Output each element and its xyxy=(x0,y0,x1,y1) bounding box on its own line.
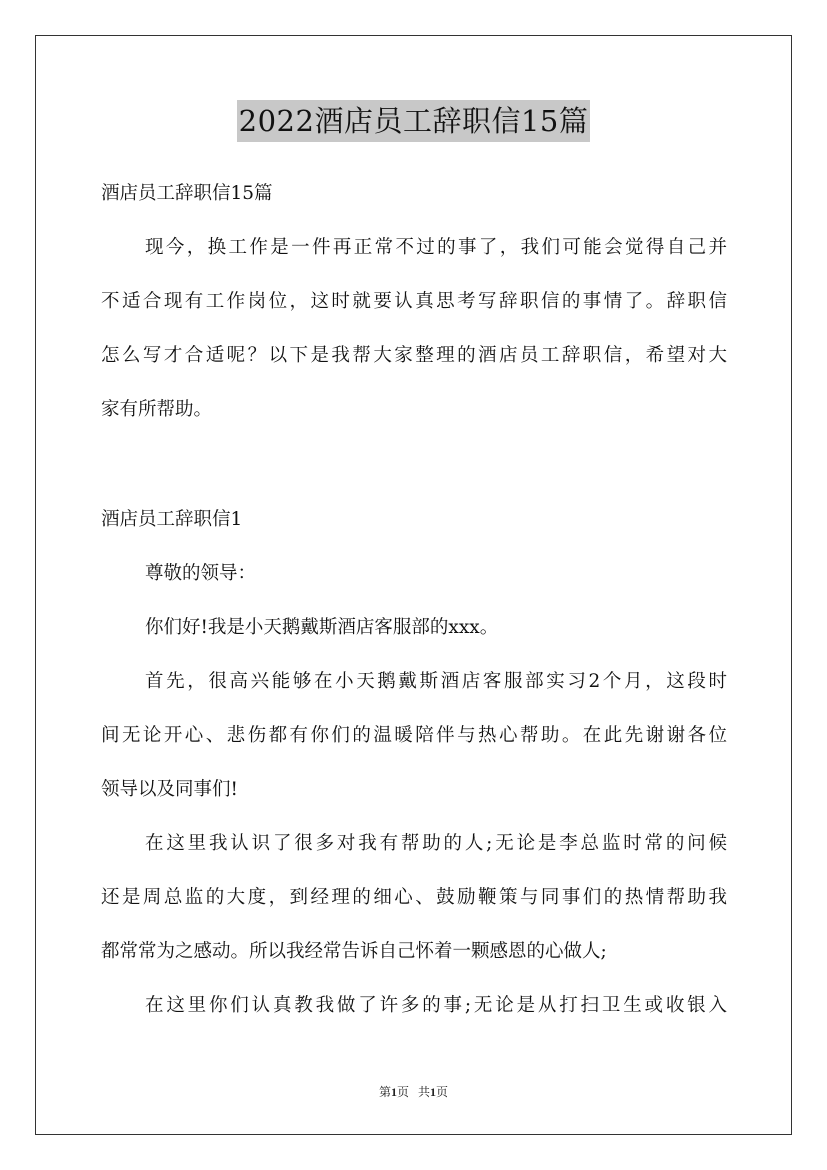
paragraph2-line: 在这里我认识了很多对我有帮助的人;无论是李总监时常的问候 xyxy=(145,833,727,854)
footer-total-number: 1 xyxy=(430,1085,437,1099)
footer-page-number: 1 xyxy=(390,1085,397,1099)
footer-total-suffix: 页 xyxy=(436,1085,449,1099)
paragraph1-line: 领导以及同事们! xyxy=(101,779,238,800)
paragraph1-line: 首先，很高兴能够在小天鹅戴斯酒店客服部实习2个月，这段时 xyxy=(145,671,727,692)
intro-line: 怎么写才合适呢？以下是我帮大家整理的酒店员工辞职信，希望对大 xyxy=(101,345,727,366)
footer-page-prefix: 第 xyxy=(378,1085,391,1099)
paragraph2-line: 都常常为之感动。所以我经常告诉自己怀着一颗感恩的心做人; xyxy=(101,941,607,962)
document-subtitle: 酒店员工辞职信15篇 xyxy=(101,183,273,204)
footer-total-prefix: 共 xyxy=(418,1085,431,1099)
title-container xyxy=(0,100,827,142)
page-footer xyxy=(0,1083,827,1100)
paragraph3-line: 在这里你们认真教我做了许多的事;无论是从打扫卫生或收银入 xyxy=(145,995,727,1016)
salutation: 尊敬的领导： xyxy=(145,563,257,584)
document-title: 2022酒店员工辞职信15篇 xyxy=(237,100,591,142)
intro-line: 不适合现有工作岗位，这时就要认真思考写辞职信的事情了。辞职信 xyxy=(101,291,727,312)
footer-page-suffix: 页 xyxy=(396,1085,409,1099)
paragraph2-line: 还是周总监的大度，到经理的细心、鼓励鞭策与同事们的热情帮助我 xyxy=(101,887,727,908)
intro-line: 现今，换工作是一件再正常不过的事了，我们可能会觉得自己并 xyxy=(145,237,727,258)
greeting: 你们好!我是小天鹅戴斯酒店客服部的xxx。 xyxy=(145,617,499,638)
intro-line: 家有所帮助。 xyxy=(101,399,213,420)
paragraph1-line: 间无论开心、悲伤都有你们的温暖陪伴与热心帮助。在此先谢谢各位 xyxy=(101,725,727,746)
section-heading: 酒店员工辞职信1 xyxy=(101,509,243,530)
